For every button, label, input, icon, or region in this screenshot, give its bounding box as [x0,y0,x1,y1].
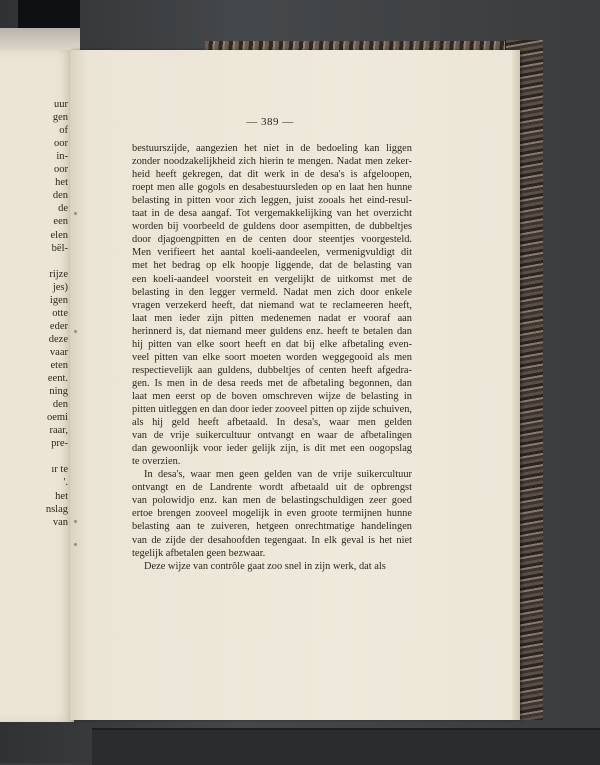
left-page-fragment: oor [54,138,68,150]
left-page-fragment: eten [50,360,68,371]
left-page-fragment: uur [54,99,68,110]
text-line: bestuurszijde, aangezien het niet in de bedoeling kan liggen [132,143,412,154]
left-page-fragment: igen [49,294,68,306]
text-line: te overzien. [132,456,181,468]
left-page-fragment: nslag [45,503,68,515]
text-line: van polowidjo enz. kan men de belastingschuldigen zeer goed [132,495,412,507]
left-page-fragment: raar, [49,425,68,437]
left-page-fragment: vaar [49,346,68,358]
text-line: met het bedrag op elk hoopje liggende, dat de belasting van [132,260,412,272]
left-page-fragment: een [53,216,68,228]
text-line: door djagoengpitten en de centen door steentjes voorgesteld. [132,234,412,246]
left-page-fragment: rijze [49,268,68,280]
left-page-fragment: elen [50,229,68,241]
text-line: veel pitten van elke soort moeten worden weggegooid als men [132,351,412,363]
binding-hole [74,520,77,523]
left-page-fragment: '. [63,477,68,489]
left-page [0,50,74,722]
text-line: vragen verzekerd heeft, dat niemand wat te reclameeren heeft, [132,299,412,311]
binding-hole [74,330,77,333]
binding-hole [74,212,77,215]
text-line: een koeli-aandeel voorsteit en vergelijkt de uitkomst met de [132,273,412,285]
text-line: laat men eerst op de boven omschreven wijze de belasting in [132,390,412,402]
text-line: gen. Is men in de desa reeds met de afbetaling begonnen, dan [132,377,412,389]
left-page-fragment: deze [48,333,68,345]
page-edge [512,50,520,720]
text-line: van de vrije suikercultuur ontvangt en waar de afbetalingen [132,430,412,442]
left-page-fragment: den [52,190,68,202]
left-page-fragment: het [55,490,68,502]
text-line: ertoe brengen zooveel mogelijk in even groote termijnen hunne [132,508,412,520]
left-page-fragment: de [58,203,68,215]
left-page-fragment: den [52,399,68,411]
text-line: belasting in pitten voor zich leggen, juist zooals het eind-resul- [132,195,412,207]
left-page-fragment: pre- [51,438,68,450]
text-line: zonder noodzakelijkheid zich hierin te mengen. Nadat men zeker- [132,156,412,168]
left-page-fragment: ning [49,386,68,398]
text-line: Deze wijze van contrôle gaat zoo snel in zijn werk, dat als [144,560,386,572]
text-line: pitten uitleggen en dan door ieder zooveel pitten op zijde schuiven, [132,404,412,415]
left-page-fragment: gen [52,112,68,124]
text-line: belasting in den legger vermeld. Nadat men zich door enkele [132,286,412,298]
text-line: hij pitten van elke soort heeft en dat bij elke afbetaling even- [132,338,412,350]
left-page-fragment: of [59,125,68,137]
left-page-fragment: oor [54,164,68,176]
text-line: ontvangt en de Landrente wordt afbetaald uit de opbrengst [132,482,412,494]
text-line: belasting aan te zuiveren, hetgeen onrechtmatige handelingen [132,521,412,533]
text-line: heid heeft gekregen, dat dit werk in de desa's is afgeloopen, [132,169,412,181]
text-line: worden bij voorbeeld de guldens door asempitten, de dubbeltjes [132,221,412,233]
bottom-shadow [92,728,600,765]
left-page-fragment: eent. [47,373,68,385]
text-line: als hij geld heeft afbetaald. In desa's, waar men gelden [132,417,412,429]
binding-hole [74,543,77,546]
text-line: van de zijde der desahoofden tegengaat. In elk geval is het niet [132,534,412,546]
text-line: In desa's, waar men geen gelden van de vrije suikercultuur [144,469,412,481]
text-line: tegelijk afbetalen geen bezwaar. [132,547,266,559]
page-number: — 389 — [246,116,294,128]
left-page-fragment: eder [49,320,68,332]
left-page-fragment: jes) [52,281,68,293]
left-page-fragment: bël- [51,242,68,254]
left-page-fragment: otte [52,307,68,319]
left-page-fragment: van [52,516,68,528]
text-line: dan gewoonlijk voor ieder gelijk zijn, is dit met een oogopslag [132,443,412,455]
left-page-fragment: ır te [51,464,68,476]
text-line: laat men ieder zijn pitten medenemen nadat er vooraf aan [132,312,412,324]
text-line: roept men alle gogols en desabestuursleden op en laat hen hunne [132,182,412,194]
left-page-fragment: oemi [47,412,68,424]
left-page-fragment: het [55,177,68,189]
text-line: taat in de desa aangaf. Tot vergemakkelijking van het overzicht [132,208,412,220]
text-line: respectievelijk aan guldens, dubbeltjes of centen heeft afgedra- [132,364,412,376]
left-page-fragment: in- [56,151,68,163]
text-line: herinnerd is, dat niemand meer guldens enz. heeft te betalen dan [132,325,412,337]
text-line: Men verifieert het aantal koeli-aandeelen, vermenigvuldigt dit [132,247,412,259]
